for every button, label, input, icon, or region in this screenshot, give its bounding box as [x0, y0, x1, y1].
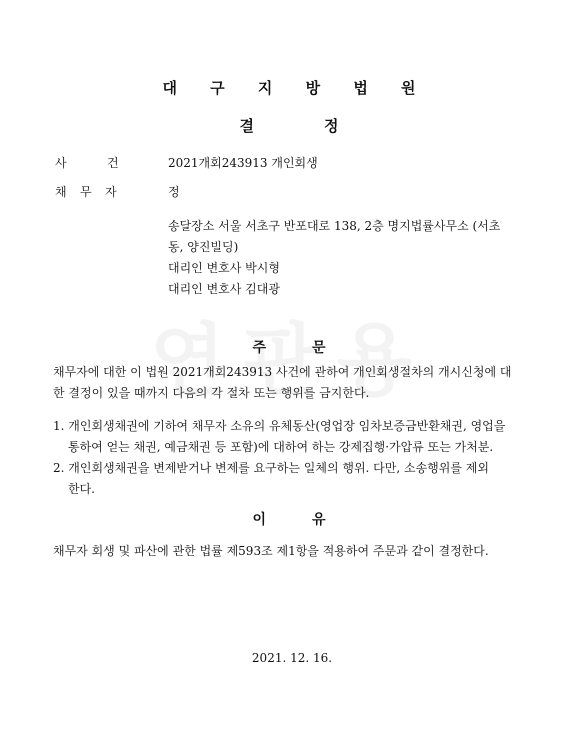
order-heading-char-1: 주	[252, 340, 266, 356]
reason-heading-char-1: 이	[252, 512, 266, 528]
order-text-line-2: 한 결정이 있을 때까지 다음의 각 절차 또는 행위를 금지한다.	[53, 386, 370, 400]
agent-2: 대리인 변호사 김대광	[168, 282, 280, 296]
decision-date: 2021. 12. 16.	[251, 651, 333, 665]
case-label-2	[107, 154, 119, 171]
order-text	[53, 362, 543, 404]
debtor-label-char-3: 자	[105, 185, 117, 199]
debtor-label-char-2: 무	[80, 185, 92, 199]
document-type	[0, 115, 578, 136]
order-item-2-line-1: 2. 개인회생채권을 변제받거나 변제를 요구하는 일체의 행위. 다만, 소송행위를 제외	[53, 461, 489, 475]
order-heading-char-2: 문	[312, 340, 326, 356]
case-label-char-2: 건	[107, 156, 119, 170]
order-text-line-1: 채무자에 대한 이 법원 2021개회243913 사건에 관하여 개인회생절차의 개시신청에 대	[53, 365, 512, 379]
order-item-1-line-1: 1. 개인회생채권에 기하여 채무자 소유의 유체동산(영업장 임차보증금반환채권, 영업을	[53, 419, 506, 433]
case-label	[55, 154, 67, 171]
order-items	[53, 416, 543, 500]
order-item-1-line-2: 통하여 얻는 채권, 예금채권 등 포함)에 대하여 하는 강제집행·가압류 또는 가처분.	[68, 440, 494, 454]
case-label-char-1: 사	[55, 156, 67, 170]
address-line-2: 동, 양진빌딩)	[168, 240, 239, 254]
debtor-label-char-1: 채	[55, 185, 67, 199]
agent-1: 대리인 변호사 박시형	[168, 261, 280, 275]
doc-type-char-2: 정	[324, 117, 339, 135]
reason-text: 채무자 회생 및 파산에 관한 법률 제593조 제1항을 적용하여 주문과 같이 결정한다.	[53, 544, 489, 558]
debtor-name: 정	[168, 185, 180, 199]
reason-heading-char-2: 유	[312, 512, 326, 528]
court-name: 대 구 지 방 법 원	[162, 79, 430, 97]
case-number: 2021개회243913 개인회생	[168, 156, 318, 170]
order-item-2-line-2: 한다.	[68, 482, 95, 496]
service-address	[168, 216, 548, 300]
order-heading	[0, 337, 578, 357]
doc-type-char-1: 결	[239, 117, 254, 135]
reason-heading	[0, 509, 578, 529]
address-line-1: 송달장소 서울 서초구 반포대로 138, 2층 명지법률사무소 (서초	[168, 219, 501, 233]
